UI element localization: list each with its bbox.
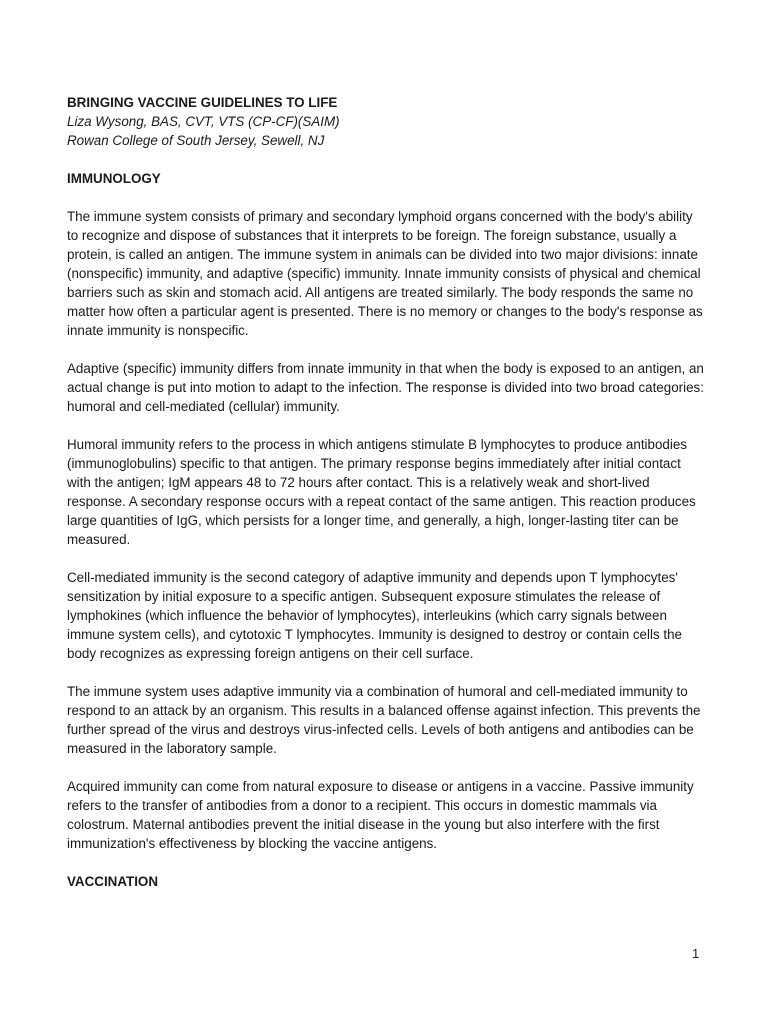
- author-line: Liza Wysong, BAS, CVT, VTS (CP-CF)(SAIM): [67, 114, 340, 129]
- affiliation-line: Rowan College of South Jersey, Sewell, NJ: [67, 133, 325, 148]
- paragraph: Adaptive (specific) immunity differs from innate immunity in that when the body is exposed to an antigen, an actual change is put into motion to adapt to the infection. The response is divided into two broad categories: humoral and cell-mediated (cellular) immunity.: [67, 361, 704, 414]
- paragraph: Acquired immunity can come from natural exposure to disease or antigens in a vaccine. Passive immunity refers to the transfer of antibodies from a donor to a recipient. This occurs in domestic mammals via colostrum. Maternal antibodies prevent the initial disease in the young but also interfere with the first immunization's effectiveness by blocking the vaccine antigens.: [67, 779, 694, 851]
- document-body: [67, 93, 707, 891]
- section-heading-immunology: IMMUNOLOGY: [67, 171, 161, 186]
- page-number: 1: [692, 946, 700, 961]
- paragraph: Cell-mediated immunity is the second category of adaptive immunity and depends upon T lymphocytes' sensitization by initial exposure to a specific antigen. Subsequent exposure stimulates the release of lymphokines (which influence the behavior of lymphocytes), interleukins (which carry signals between immune system cells), and cytotoxic T lymphocytes. Immunity is designed to destroy or contain cells the body recognizes as expressing foreign antigens on their cell surface.: [67, 570, 682, 661]
- paragraph: The immune system consists of primary and secondary lymphoid organs concerned with the body's ability to recognize and dispose of substances that it interprets to be foreign. The foreign substance, usually a protein, is called an antigen. The immune system in animals can be divided into two major divisions: innate (nonspecific) immunity, and adaptive (specific) immunity. Innate immunity consists of physical and chemical barriers such as skin and stomach acid. All antigens are treated similarly. The body responds the same no matter how often a particular agent is presented. There is no memory or changes to the body's response as innate immunity is nonspecific.: [67, 209, 703, 338]
- paragraph: The immune system uses adaptive immunity via a combination of humoral and cell-mediated immunity to respond to an attack by an organism. This results in a balanced offense against infection. This prevents the further spread of the virus and destroys virus-infected cells. Levels of both antigens and antibodies can be measured in the laboratory sample.: [67, 684, 701, 756]
- section-heading-vaccination: VACCINATION: [67, 874, 158, 889]
- paragraph: Humoral immunity refers to the process in which antigens stimulate B lymphocytes to produce antibodies (immunoglobulins) specific to that antigen. The primary response begins immediately after initial contact with the antigen; IgM appears 48 to 72 hours after contact. This is a relatively weak and short-lived response. A secondary response occurs with a repeat contact of the same antigen. This reaction produces large quantities of IgG, which persists for a longer time, and generally, a high, longer-lasting titer can be measured.: [67, 437, 696, 547]
- document-title: BRINGING VACCINE GUIDELINES TO LIFE: [67, 95, 338, 110]
